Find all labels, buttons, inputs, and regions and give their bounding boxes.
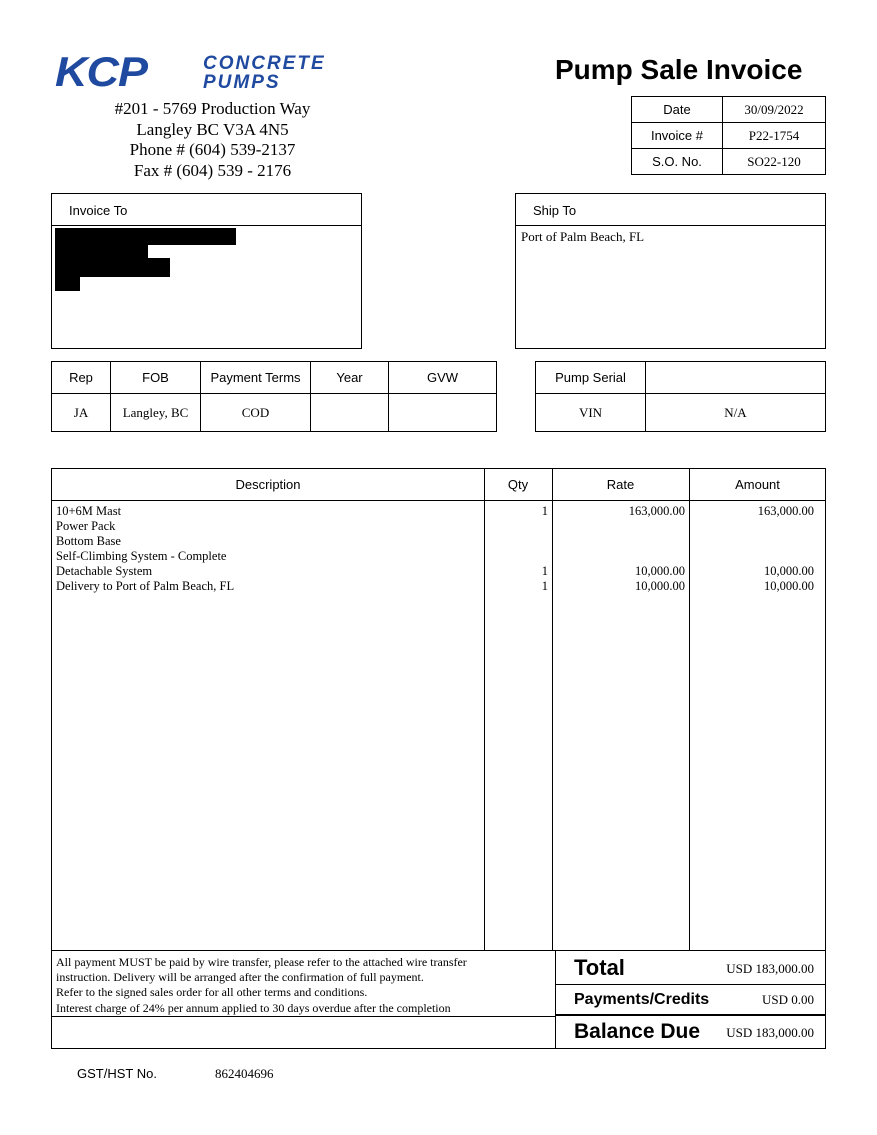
item-description: Power Pack	[56, 519, 116, 533]
balance-due-row	[555, 1016, 826, 1049]
item-description: Self-Climbing System - Complete	[56, 549, 227, 563]
total-row	[555, 951, 826, 985]
company-logo	[55, 48, 365, 95]
logo-pumps-text: PUMPS	[203, 72, 281, 93]
date-label: Date	[632, 97, 723, 123]
item-rate: 10,000.00	[635, 579, 685, 593]
item-description: 10+6M Mast	[56, 504, 122, 518]
order-details-table	[51, 361, 497, 432]
meta-row-so	[632, 149, 826, 175]
line-items-table	[51, 468, 826, 951]
redacted-block	[55, 277, 80, 291]
pump-details-table	[535, 361, 826, 432]
balance-due-label: Balance Due	[574, 1020, 701, 1043]
line-item-row	[52, 504, 826, 519]
item-description: Delivery to Port of Palm Beach, FL	[56, 579, 235, 593]
item-qty: 1	[541, 579, 548, 593]
vin-row	[536, 394, 826, 432]
line-item-row	[52, 519, 826, 534]
pump-serial-value	[646, 362, 826, 394]
balance-due-value: USD 183,000.00	[726, 1025, 814, 1040]
item-description: Detachable System	[56, 564, 153, 578]
payments-credits-label: Payments/Credits	[574, 991, 710, 1008]
fob-value: Langley, BC	[111, 394, 201, 432]
rep-value: JA	[52, 394, 111, 432]
gst-hst-number: 862404696	[215, 1066, 274, 1081]
gvw-header: GVW	[389, 362, 497, 394]
logo-concrete-text: CONCRETE	[203, 53, 326, 74]
vin-value: N/A	[646, 394, 826, 432]
redacted-block	[55, 228, 236, 245]
redacted-block	[55, 245, 148, 258]
invoice-number-label: Invoice #	[632, 123, 723, 149]
terms-line: instruction. Delivery will be arranged after the confirmation of full payment.	[56, 970, 424, 985]
item-amount: 163,000.00	[757, 504, 814, 518]
item-rate: 163,000.00	[628, 504, 685, 518]
fob-header: FOB	[111, 362, 201, 394]
address-line: Langley BC V3A 4N5	[136, 119, 289, 139]
invoice-to-box	[51, 193, 362, 349]
ship-to-box	[515, 193, 826, 349]
phone-line: Phone # (604) 539-2137	[129, 140, 296, 159]
meta-row-invoice	[632, 123, 826, 149]
logo-kcp-text: KCP	[55, 48, 148, 95]
ship-to-address: Port of Palm Beach, FL	[521, 229, 645, 244]
address-line: #201 - 5769 Production Way	[114, 99, 311, 118]
item-rate: 10,000.00	[635, 564, 685, 578]
item-description: Bottom Base	[56, 534, 121, 548]
amount-header: Amount	[735, 477, 780, 492]
rate-header: Rate	[606, 477, 635, 492]
line-item-row	[52, 534, 826, 549]
item-amount: 10,000.00	[764, 564, 814, 578]
item-qty: 1	[541, 504, 548, 518]
terms-divider	[52, 1016, 555, 1017]
document-title: Pump Sale Invoice	[555, 54, 803, 85]
meta-row-date	[632, 97, 826, 123]
terms-line: Refer to the signed sales order for all other terms and conditions.	[56, 985, 368, 1000]
item-qty: 1	[541, 564, 548, 578]
pump-serial-label: Pump Serial	[536, 362, 646, 394]
total-label: Total	[574, 955, 625, 980]
payments-row	[555, 985, 826, 1016]
line-item-row	[52, 579, 826, 594]
description-header: Description	[235, 477, 301, 492]
item-amount: 10,000.00	[764, 579, 814, 593]
so-number-label: S.O. No.	[632, 149, 723, 175]
date-value: 30/09/2022	[723, 97, 826, 123]
details-value-row	[52, 394, 497, 432]
ship-to-label: Ship To	[516, 194, 825, 226]
payment-terms-header: Payment Terms	[201, 362, 311, 394]
invoice-to-label: Invoice To	[52, 194, 361, 226]
details-header-row	[52, 362, 497, 394]
so-number-value: SO22-120	[723, 149, 826, 175]
invoice-number-value: P22-1754	[723, 123, 826, 149]
gvw-value	[389, 394, 497, 432]
terms-line: All payment MUST be paid by wire transfer, please refer to the attached wire transfer	[56, 955, 467, 969]
line-items-header	[52, 469, 825, 501]
line-item-row	[52, 549, 826, 564]
terms-line: Interest charge of 24% per annum applied to 30 days overdue after the completion	[56, 1000, 451, 1015]
pump-serial-row	[536, 362, 826, 394]
vin-label: VIN	[536, 394, 646, 432]
gst-hst-label: GST/HST No.	[77, 1066, 157, 1081]
year-header: Year	[311, 362, 389, 394]
year-value	[311, 394, 389, 432]
invoice-footer	[51, 951, 826, 1049]
invoice-meta-table	[631, 96, 826, 175]
payment-terms-value: COD	[201, 394, 311, 432]
company-address	[90, 99, 335, 181]
total-value: USD 183,000.00	[726, 961, 814, 976]
qty-header: Qty	[507, 477, 529, 492]
redacted-block	[55, 258, 170, 277]
rep-header: Rep	[52, 362, 111, 394]
fax-line: Fax # (604) 539 - 2176	[133, 160, 292, 180]
line-item-row	[52, 564, 826, 579]
payments-credits-value: USD 0.00	[761, 992, 814, 1007]
payment-terms-text	[56, 955, 552, 1016]
